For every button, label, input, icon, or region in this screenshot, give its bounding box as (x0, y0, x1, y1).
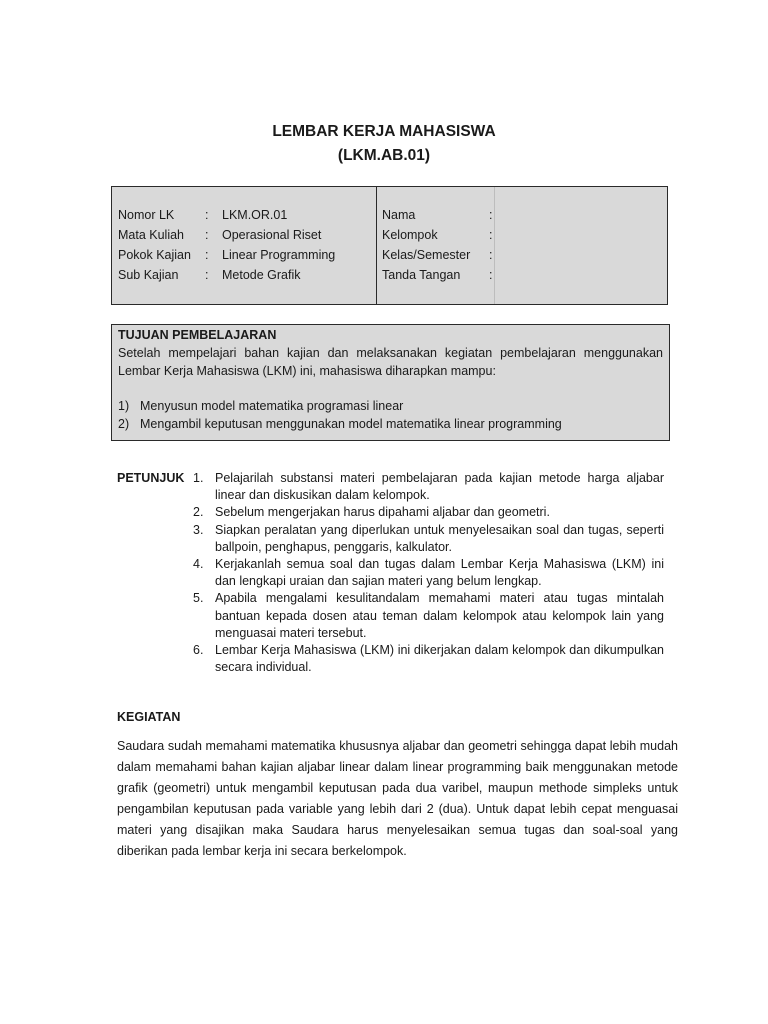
item-number: 4. (193, 557, 204, 572)
info-label: Tanda Tangan (382, 268, 461, 282)
list-item (193, 522, 664, 556)
info-label: Pokok Kajian (118, 248, 191, 262)
info-colon: : (489, 228, 493, 242)
item-number: 5. (193, 591, 204, 606)
info-label: Kelas/Semester (382, 248, 471, 262)
item-number: 1. (193, 471, 204, 485)
info-colon: : (205, 248, 209, 262)
list-item (193, 642, 664, 676)
info-label: Sub Kajian (118, 268, 179, 282)
list-item (193, 470, 664, 504)
item-text: Pelajarilah substansi materi pembelajaran pada kajian metode harga aljabar linear dan diskusikan dalam kelompok. (215, 471, 664, 503)
info-colon: : (205, 228, 209, 242)
item-text: Lembar Kerja Mahasiswa (LKM) ini dikerjakan dalam kelompok dan dikumpulkan secara individual. (215, 643, 664, 675)
list-item (193, 590, 664, 642)
document-code: (LKM.AB.01) (337, 147, 431, 164)
item-text: Menyusun model matematika programasi linear (140, 399, 404, 413)
info-label: Mata Kuliah (118, 228, 185, 242)
info-colon: : (205, 268, 209, 282)
info-colon: : (489, 208, 493, 222)
learning-objectives-intro: Setelah mempelajari bahan kajian dan melaksanakan kegiatan pembelajaran menggunakan Lembar Kerja Mahasiswa (LKM) ini, mahasiswa diharapkan mampu: (118, 346, 663, 378)
instructions-label: PETUNJUK (117, 471, 185, 485)
info-label: Nomor LK (118, 208, 175, 222)
item-number: 6. (193, 643, 204, 658)
instructions-list (193, 470, 664, 676)
info-value: LKM.OR.01 (222, 208, 288, 222)
item-text: Mengambil keputusan menggunakan model matematika linear programming (140, 417, 562, 431)
item-text: Apabila mengalami kesulitandalam memahami materi atau tugas mintalah bantuan kepada dosen atau teman dalam kelompok atau kelompok lain yang menguasai materi tersebut. (215, 591, 664, 640)
list-item (118, 415, 663, 433)
item-number: 1) (118, 399, 130, 413)
item-text: Sebelum mengerjakan harus dipahami aljabar dan geometri. (215, 505, 550, 520)
item-text: Siapkan peralatan yang diperlukan untuk menyelesaikan soal dan tugas, seperti ballpoin, penghapus, penggaris, kalkulator. (215, 522, 664, 554)
list-item (193, 556, 664, 590)
info-label: Kelompok (382, 228, 438, 242)
info-label: Nama (382, 208, 416, 222)
identity-table (111, 186, 668, 305)
info-colon: : (489, 268, 493, 282)
objectives-list (118, 397, 663, 433)
item-text: Kerjakanlah semua soal dan tugas dalam Lembar Kerja Mahasiswa (LKM) ini dan lengkapi uraian dan sajian materi yang belum lengkap. (215, 557, 664, 589)
item-number: 2. (193, 505, 204, 520)
item-number: 2) (118, 417, 130, 431)
learning-objectives-title: TUJUAN PEMBELAJARAN (118, 328, 277, 342)
info-value: Linear Programming (222, 248, 336, 262)
info-value: Operasional Riset (222, 228, 322, 242)
list-item (118, 397, 663, 415)
info-colon: : (205, 208, 209, 222)
activity-label: KEGIATAN (117, 710, 181, 724)
document-title: LEMBAR KERJA MAHASISWA (272, 123, 496, 140)
activity-paragraph: Saudara sudah memahami matematika khususnya aljabar dan geometri sehingga dapat lebih mudah dalam memahami bahan kajian aljabar linear dalam linear programming baik menggunakan metode grafik (geometri) untuk mengambil keputusan pada dua varibel, maupun methode simpleks untuk pengambilan keputusan pada variable yang lebih dari 2 (dua). Untuk dapat lebih cepat menguasai materi yang disajikan maka Saudara harus menyelesaikan semua tugas dan soal-soal yang diberikan pada lembar kerja ini secara berkelompok. (117, 739, 678, 859)
item-number: 3. (193, 522, 204, 537)
info-value: Metode Grafik (222, 268, 301, 282)
column-line (494, 187, 495, 304)
table-divider (376, 187, 377, 304)
learning-objectives-box (111, 324, 670, 441)
info-colon: : (489, 248, 493, 262)
list-item (193, 504, 664, 521)
